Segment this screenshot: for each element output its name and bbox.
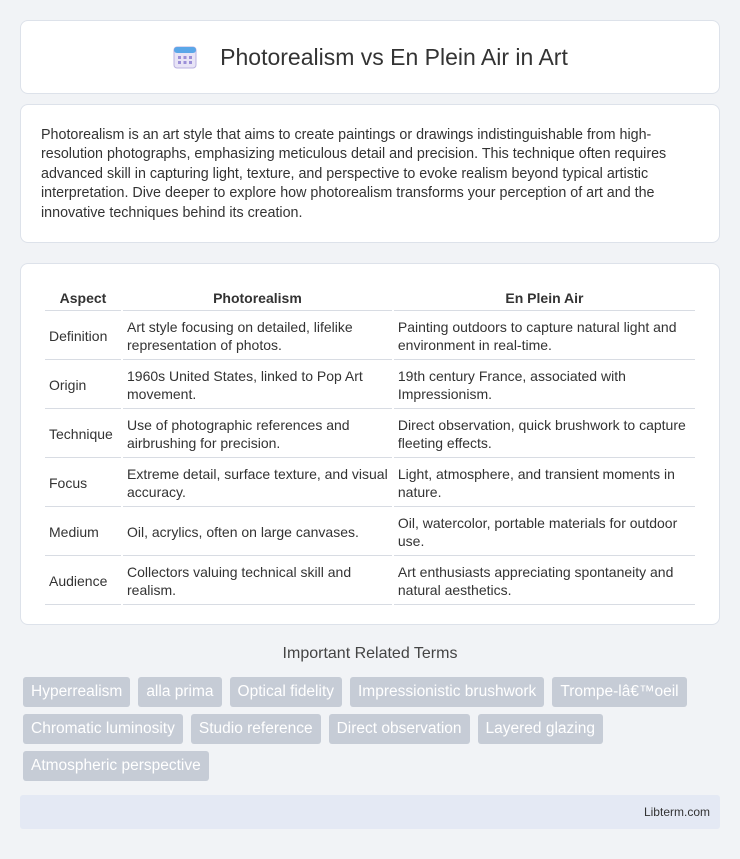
table-header-row [45,286,695,311]
table-row [45,411,695,458]
row-en-plein-air: Light, atmosphere, and transient moments in nature. [394,460,695,507]
intro-card [20,104,720,243]
row-aspect: Medium [45,509,121,556]
related-term-tag[interactable]: Studio reference [191,714,321,744]
row-aspect: Origin [45,362,121,409]
intro-text: Photorealism is an art style that aims to create paintings or drawings indistinguishable from high-resolution photographs, emphasizing meticulous detail and precision. This technique often requires advanced skill in capturing light, texture, and perspective to evoke realism beyond typical artistic interpretation. Dive deeper to explore how photorealism transforms your perception of art and the innovative techniques behind its creation. [41,127,667,221]
related-terms-title: Important Related Terms [282,645,458,662]
related-term-tag[interactable]: Impressionistic brushwork [350,677,544,707]
row-photorealism: 1960s United States, linked to Pop Art movement. [123,362,392,409]
comparison-table-card [20,263,720,625]
footer [20,795,720,829]
related-term-tag[interactable]: Atmospheric perspective [23,751,209,781]
title-card [20,20,720,94]
table-row [45,313,695,360]
row-aspect: Technique [45,411,121,458]
calendar-icon [172,44,198,70]
row-aspect: Audience [45,558,121,605]
related-terms-list [23,677,723,788]
related-term-tag[interactable]: Chromatic luminosity [23,714,183,744]
header-en-plein-air: En Plein Air [394,286,695,311]
page-title: Photorealism vs En Plein Air in Art [220,43,568,70]
related-term-tag[interactable]: alla prima [138,677,221,707]
row-en-plein-air: Painting outdoors to capture natural light and environment in real-time. [394,313,695,360]
comparison-table [43,284,697,607]
row-en-plein-air: Direct observation, quick brushwork to capture fleeting effects. [394,411,695,458]
row-aspect: Definition [45,313,121,360]
table-row [45,558,695,605]
row-photorealism: Use of photographic references and airbrushing for precision. [123,411,392,458]
row-en-plein-air: 19th century France, associated with Impressionism. [394,362,695,409]
header-aspect: Aspect [45,286,121,311]
table-row [45,460,695,507]
related-term-tag[interactable]: Layered glazing [478,714,603,744]
related-term-tag[interactable]: Trompe-lâ€™oeil [552,677,686,707]
related-term-tag[interactable]: Direct observation [329,714,470,744]
row-en-plein-air: Oil, watercolor, portable materials for outdoor use. [394,509,695,556]
related-term-tag[interactable]: Hyperrealism [23,677,130,707]
table-row [45,509,695,556]
table-row [45,362,695,409]
row-photorealism: Oil, acrylics, often on large canvases. [123,509,392,556]
row-photorealism: Art style focusing on detailed, lifelike representation of photos. [123,313,392,360]
header-photorealism: Photorealism [123,286,392,311]
row-photorealism: Extreme detail, surface texture, and visual accuracy. [123,460,392,507]
footer-site-link[interactable]: Libterm.com [643,805,710,819]
row-en-plein-air: Art enthusiasts appreciating spontaneity and natural aesthetics. [394,558,695,605]
row-aspect: Focus [45,460,121,507]
related-term-tag[interactable]: Optical fidelity [230,677,342,707]
row-photorealism: Collectors valuing technical skill and realism. [123,558,392,605]
